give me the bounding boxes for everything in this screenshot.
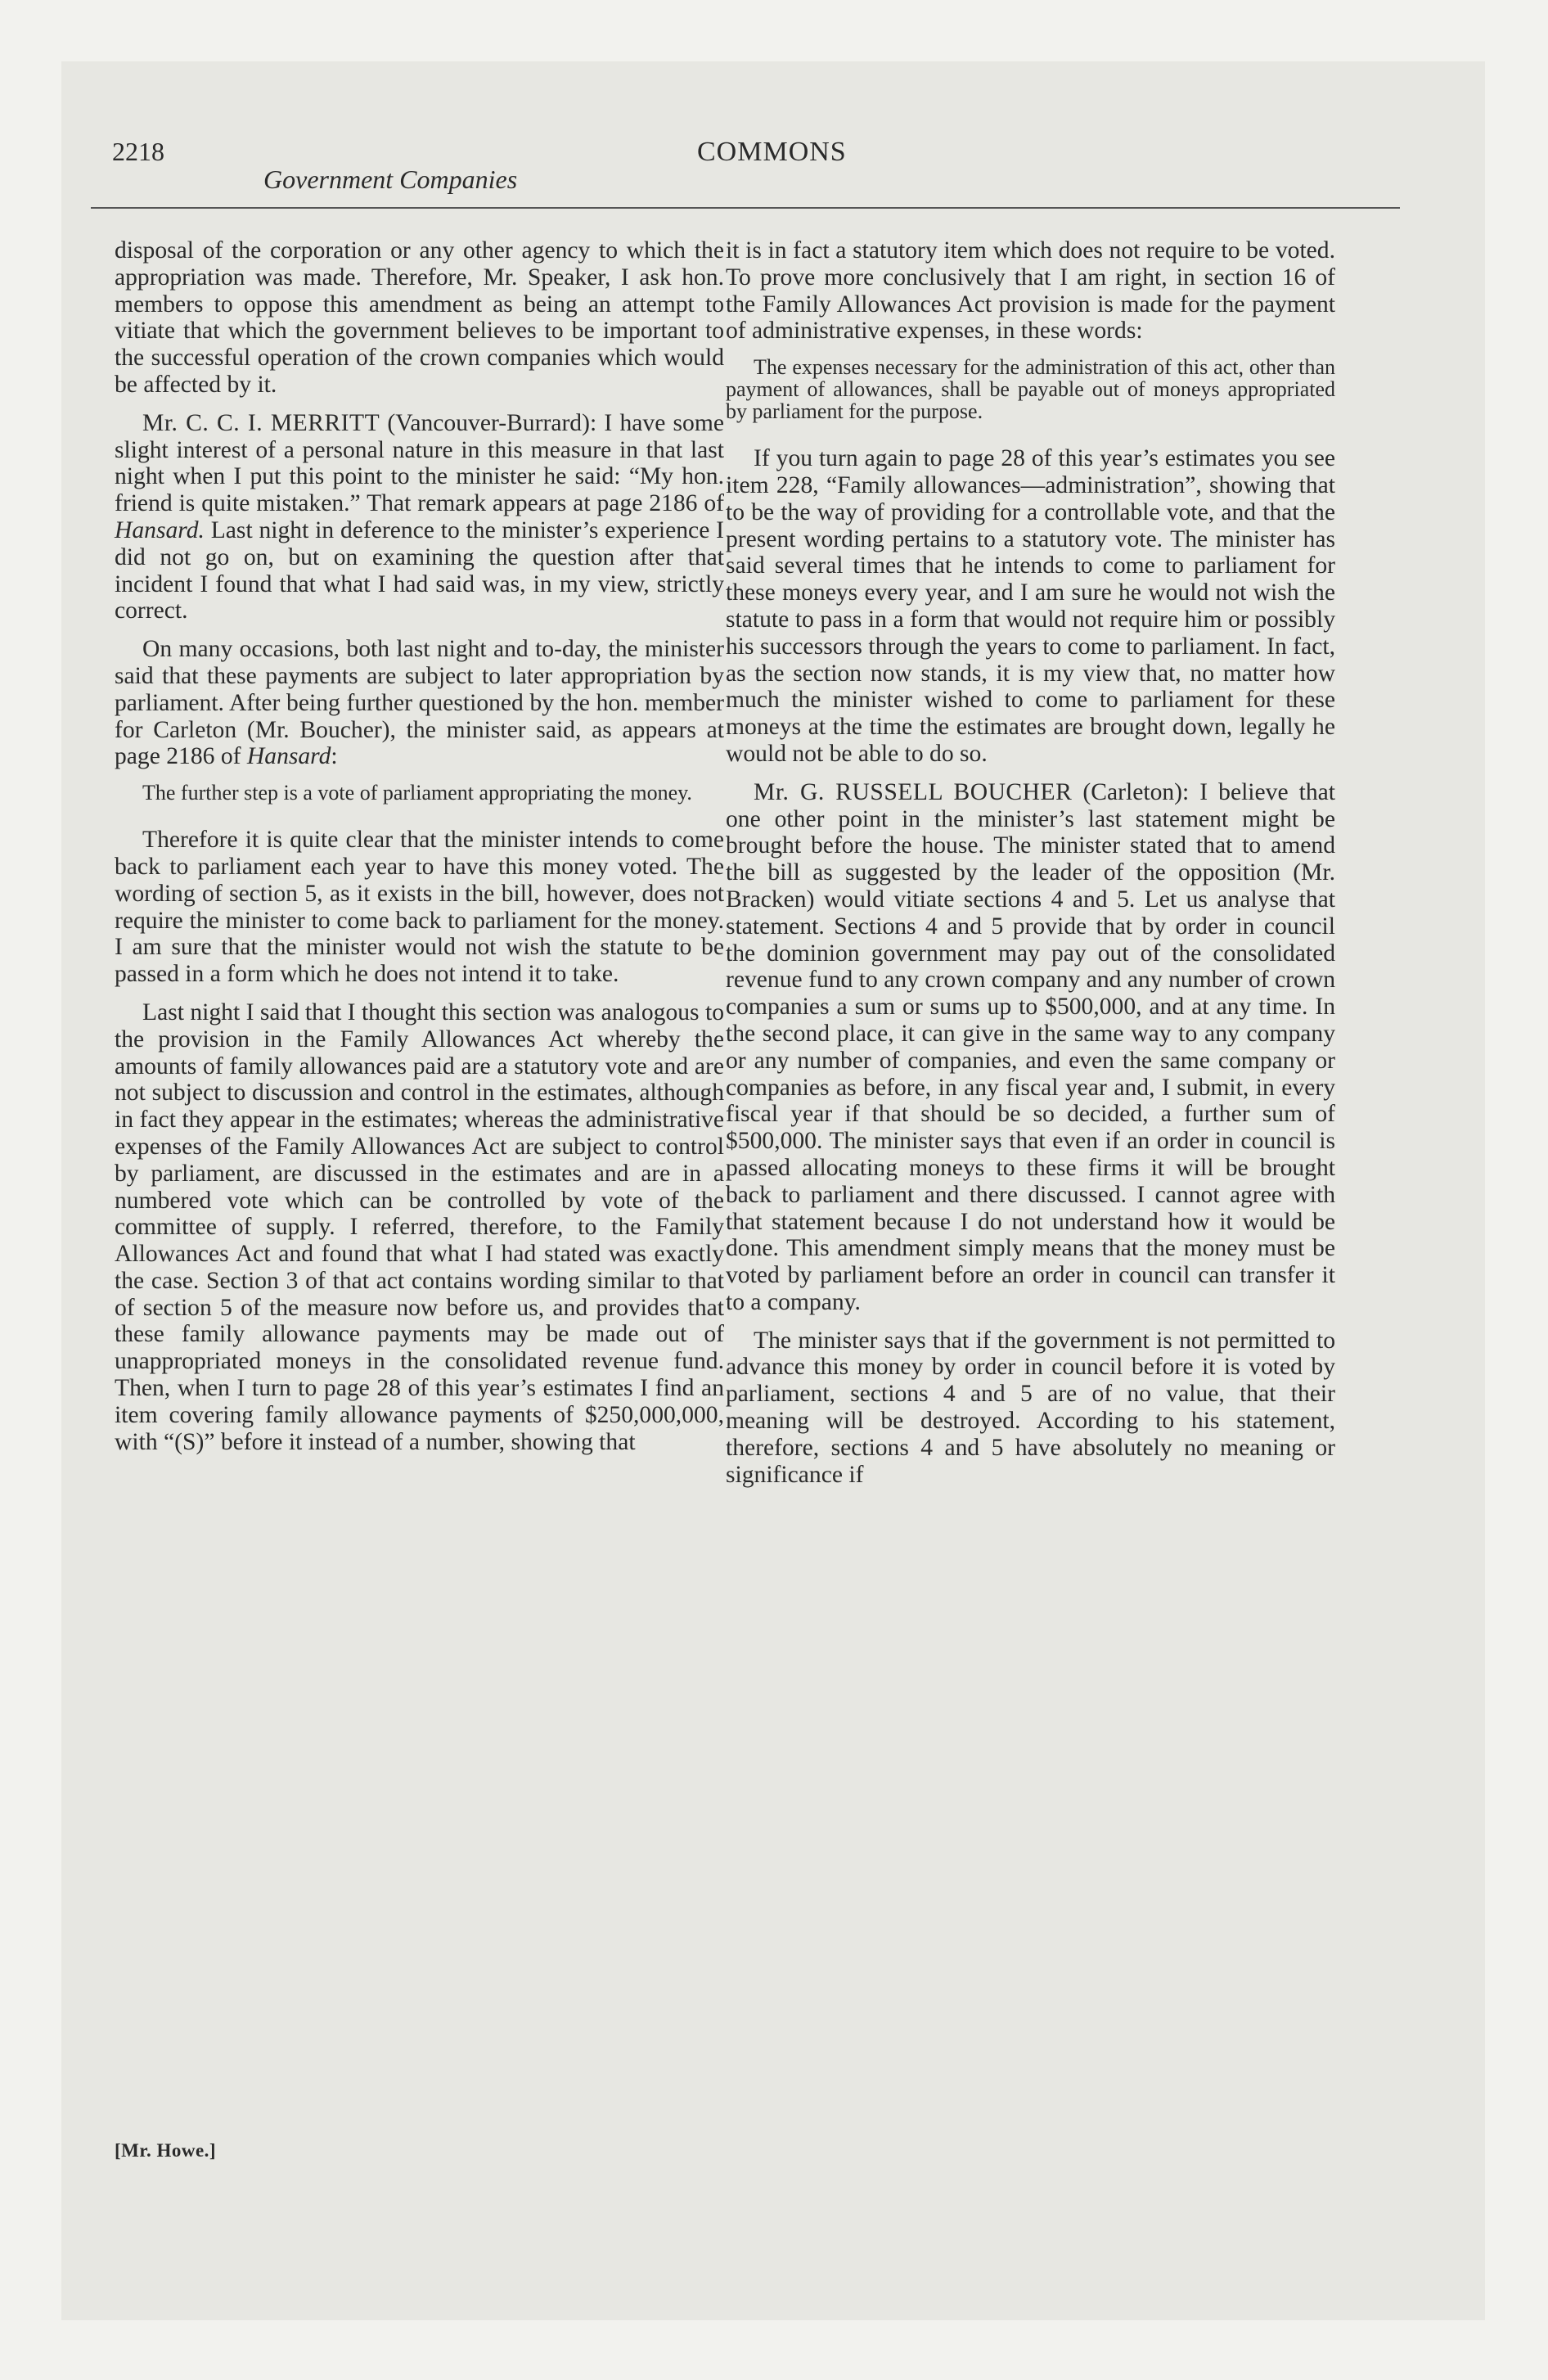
paragraph: The minister says that if the government is not permitted to advance this money by order in council before it is voted by parliament, sections 4 and 5 are of no value, that their meaning will be destroyed. According to his statement, therefore, sections 4 and 5 have absolutely no meaning or significance if xyxy=(726,1327,1335,1488)
paragraph: Last night I said that I thought this section was analogous to the provision in the Family Allowances Act whereby the amounts of family allowances paid are a statutory vote and are not subject to discussion and control in the estimates, although in fact they appear in the estimates; whereas the administrative expenses of the Family Allowances Act are subject to control by parliament, are discussed in the estimates and are in a numbered vote which can be controlled by vote of the committee of supply. I referred, therefore, to the Family Allowances Act and found that what I had stated was exactly the case. Section 3 of that act contains wording similar to that of section 5 of the measure now before us, and provides that these family allowance payments may be made out of unappropriated moneys in the consolidated revenue fund. Then, when I turn to page 28 of this year’s estimates I find an item covering family allowance payments of $250,000,000, with “(S)” before it instead of a number, showing that xyxy=(115,998,724,1455)
paragraph-text: On many occasions, both last night and to-day, the minister said that these payments are subject to later appropriation by parliament. After being further questioned by the hon. member for Carleton (Mr. Boucher), the minister said, as appears at page 2186 of xyxy=(115,636,724,770)
block-quote: The further step is a vote of parliament appropriating the money. xyxy=(142,781,692,805)
paragraph: disposal of the corporation or any other agency to which the appropriation was made. Therefore, Mr. Speaker, I ask hon. members to oppose this amendment as being an attempt to vitiate that which the government believes to be important to the successful operation of the crown companies which would be affected by it. xyxy=(115,237,724,398)
speaker-name: Mr. G. RUSSELL BOUCHER xyxy=(754,778,1073,805)
right-column xyxy=(726,237,1335,1499)
running-head: Government Companies xyxy=(263,165,518,194)
paragraph xyxy=(115,636,724,770)
paragraph xyxy=(115,410,724,624)
paragraph: If you turn again to page 28 of this year’s estimates you see item 228, “Family allowances—administration”, showing that to be the way of providing for a controllable vote, and that the present wording pertains to a statutory vote. The minister has said several times that he intends to come to parliament for these moneys every year, and I am sure he would not wish the statute to pass in a form that would not require him or possibly his successors through the years to come to parliament. In fact, as the section now stands, it is my view that, no matter how much the minister wished to come to parliament for these moneys at the time the estimates are brought down, legally he would not be able to do so. xyxy=(726,445,1335,767)
paragraph-text: : xyxy=(331,743,338,770)
speaker-name: Mr. C. C. I. MERRITT xyxy=(142,409,380,436)
paragraph-text: (Vancouver-Burrard): I have some slight interest of a personal nature in this measure in that last night when I put this point to the minister he said: “My hon. friend is quite mistaken.” That remark appears at page 2186 of xyxy=(115,409,725,517)
section-title: COMMONS xyxy=(697,137,847,167)
document-page xyxy=(61,61,1485,2320)
page-number: 2218 xyxy=(112,137,164,166)
hansard-ref: Hansard xyxy=(246,743,331,770)
paragraph-text: (Carleton): I believe that one other point in the minister’s last statement might be brought before the house. The minister stated that to amend the bill as suggested by the leader of the opposition (Mr. Bracken) would vitiate sections 4 and 5. Let us analyse that statement. Sections 4 and 5 provide that by order in council the dominion government may pay out of the consolidated revenue fund to any crown company and any number of crown companies a sum or sums up to $500,000, and at any time. In the second place, it can give in the same way to any company or any number of companies, and even the same company or companies as before, in any fiscal year and, I submit, in every fiscal year if that should be so decided, a further sum of $500,000. The minister says that even if an order in council is passed allocating moneys to these firms it will be brought back to parliament and there discussed. I cannot agree with that statement because I do not understand how it would be done. This amendment simply means that the money must be voted by parliament before an order in council can transfer it to a company. xyxy=(726,778,1336,1315)
page-header xyxy=(88,137,1397,194)
block-quote: The expenses necessary for the administration of this act, other than payment of allowances, shall be payable out of moneys appropriated by parliament for the purpose. xyxy=(726,355,1335,424)
paragraph-text: Last night in deference to the minister’s experience I did not go on, but on examining the question after that incident I found that what I had said was, in my view, strictly correct. xyxy=(115,516,724,624)
speaker-attribution: [Mr. Howe.] xyxy=(115,2140,217,2161)
hansard-ref: Hansard. xyxy=(115,516,205,543)
paragraph xyxy=(726,779,1335,1316)
paragraph: it is in fact a statutory item which does not require to be voted. To prove more conclusively that I am right, in section 16 of the Family Allowances Act provision is made for the payment of administrative expenses, in these words: xyxy=(726,237,1335,345)
header-rule xyxy=(91,207,1400,209)
paragraph: Therefore it is quite clear that the minister intends to come back to parliament each year to have this money voted. The wording of section 5, as it exists in the bill, however, does not require the minister to come back to parliament for the money. I am sure that the minister would not wish the statute to be passed in a form which he does not intend it to take. xyxy=(115,827,724,988)
left-column xyxy=(115,237,724,1467)
